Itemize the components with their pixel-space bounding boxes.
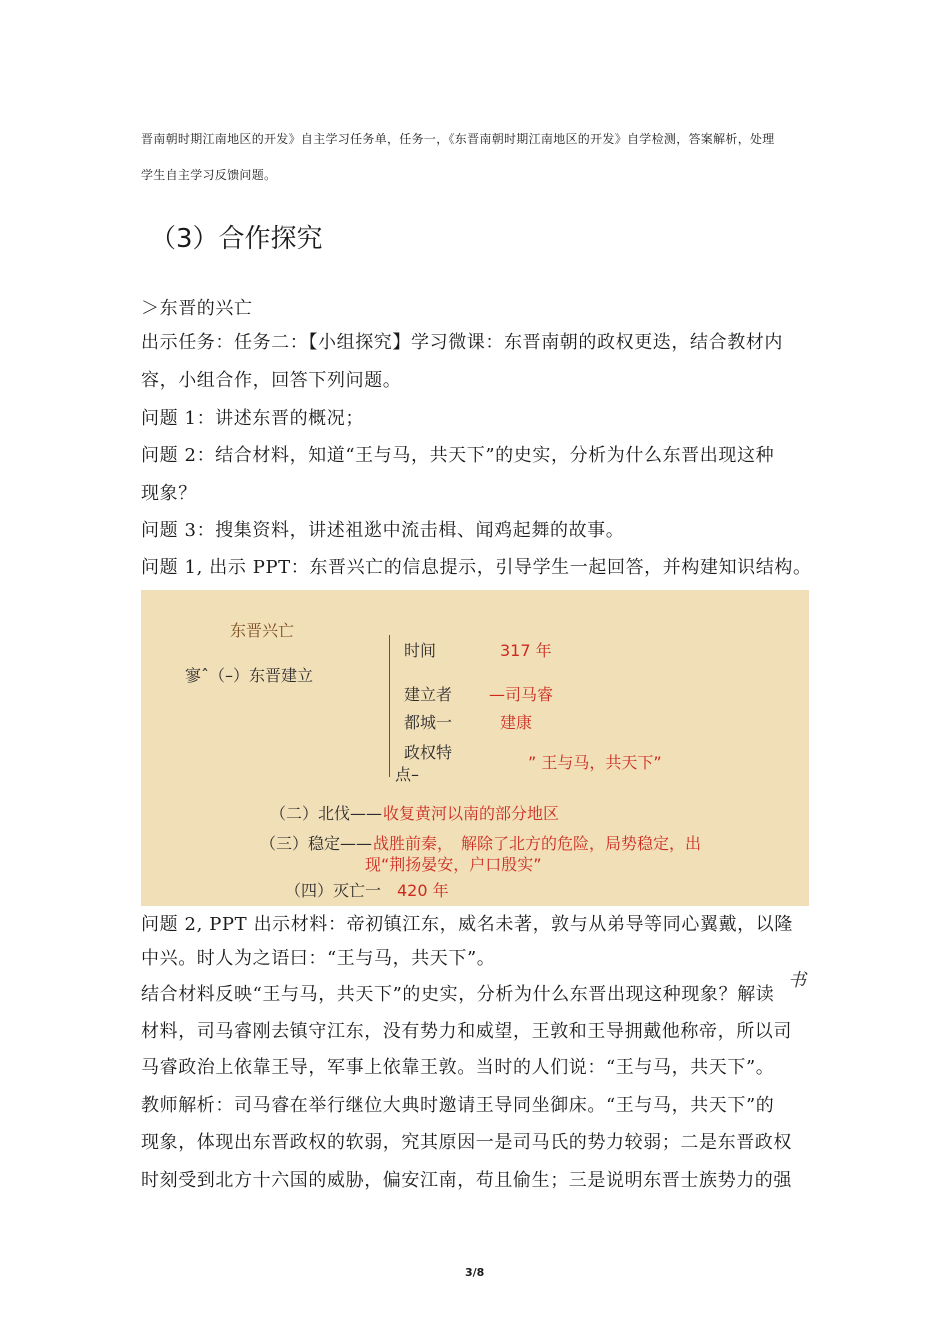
question-2-line-1: 问题 2：结合材料，知道“王与马，共天下”的史实，分析为什么东晋出现这种 — [141, 445, 775, 466]
question-2-line-2: 现象？ — [141, 483, 197, 504]
ppt-slide — [141, 590, 809, 906]
analysis-line-2: 材料，司马睿刚去镇守江东，没有势力和威望，王敦和王导拥戴他称帝，所以司 — [141, 1021, 792, 1042]
analysis-line-3: 马睿政治上依靠王导，军事上依靠王敦。当时的人们说：“王与马，共天下”。 — [141, 1057, 775, 1078]
part3-label: （三）稳定—— — [260, 834, 373, 853]
page-number: 3/8 — [465, 1266, 485, 1279]
analysis-line-5: 现象，体现出东晋政权的软弱，究其原因一是司马氏的势力较弱；二是东晋政权 — [141, 1132, 792, 1153]
analysis-line-6: 时刻受到北方十六国的威胁，偏安江南，苟且偷生；三是说明东晋士族势力的强 — [141, 1170, 792, 1191]
task-line-2: 容，小组合作，回答下列问题。 — [141, 370, 402, 391]
task-line-1: 出示任务：任务二：【小组探究】学习微课：东晋南朝的政权更迭，结合教材内 — [141, 332, 783, 353]
time-label: 时间 — [404, 641, 437, 660]
part3-value-1: 战胜前秦， 解除了北方的危险，局势稳定，出 — [373, 834, 702, 853]
section-title: （3）合作探究 — [150, 224, 323, 254]
feature-label-1: 政权特 — [404, 743, 453, 762]
question-1: 问题 1：讲述东晋的概况； — [141, 408, 364, 429]
founder-value: —司马睿 — [489, 685, 554, 704]
q2-ppt-line-1: 问题 2, PPT 出示材料：帝初镇江东，威名未著，敦与从弟导等同心翼戴，以隆 — [141, 914, 793, 935]
capital-value: 建康 — [500, 713, 533, 732]
ppt-title: 东晋兴亡 — [230, 621, 295, 640]
analysis-line-4: 教师解析：司马睿在举行继位大典时邀请王导同坐御床。“王与马，共天下”的 — [141, 1095, 775, 1116]
part2-value: 收复黄河以南的部分地区 — [383, 804, 560, 823]
q2-ppt-line-2: 中兴。时人为之语曰：“王与马，共天下”。 — [141, 948, 496, 969]
part4-value: 420 年 — [397, 881, 449, 900]
intro-line-2: 学生自主学习反馈问题。 — [141, 168, 277, 182]
bracket-line — [389, 635, 390, 777]
ppt-founding-heading: 寥ˆ（–）东晋建立 — [185, 666, 314, 685]
intro-line-1: 晋南朝时期江南地区的开发》自主学习任务单，任务一，《东晋南朝时期江南地区的开发》自学检测，答案解析，处理 — [141, 132, 775, 146]
capital-label: 都城一 — [404, 713, 453, 732]
part2-label: （二）北伐—— — [270, 804, 383, 823]
handwritten-mark: 书 — [788, 970, 806, 991]
founder-label: 建立者 — [404, 685, 453, 704]
part4-label: （四）灭亡一 — [285, 881, 382, 900]
analysis-line-1: 结合材料反映“王与马，共天下”的史实，分析为什么东晋出现这种现象？解读 — [141, 984, 775, 1005]
question-3: 问题 3：搜集资料，讲述祖逖中流击楫、闻鸡起舞的故事。 — [141, 520, 625, 541]
question-1-ppt: 问题 1, 出示 PPT：东晋兴亡的信息提示，引导学生一起回答，并构建知识结构。 — [141, 557, 812, 578]
part3-value-2: 现“荆扬晏安，户口殷实” — [365, 855, 542, 874]
time-value: 317 年 — [500, 641, 552, 660]
subsection-title: ＞东晋的兴亡 — [141, 298, 253, 319]
feature-value: ” 王与马，共天下” — [528, 753, 662, 772]
feature-label-2: 点– — [395, 765, 420, 784]
